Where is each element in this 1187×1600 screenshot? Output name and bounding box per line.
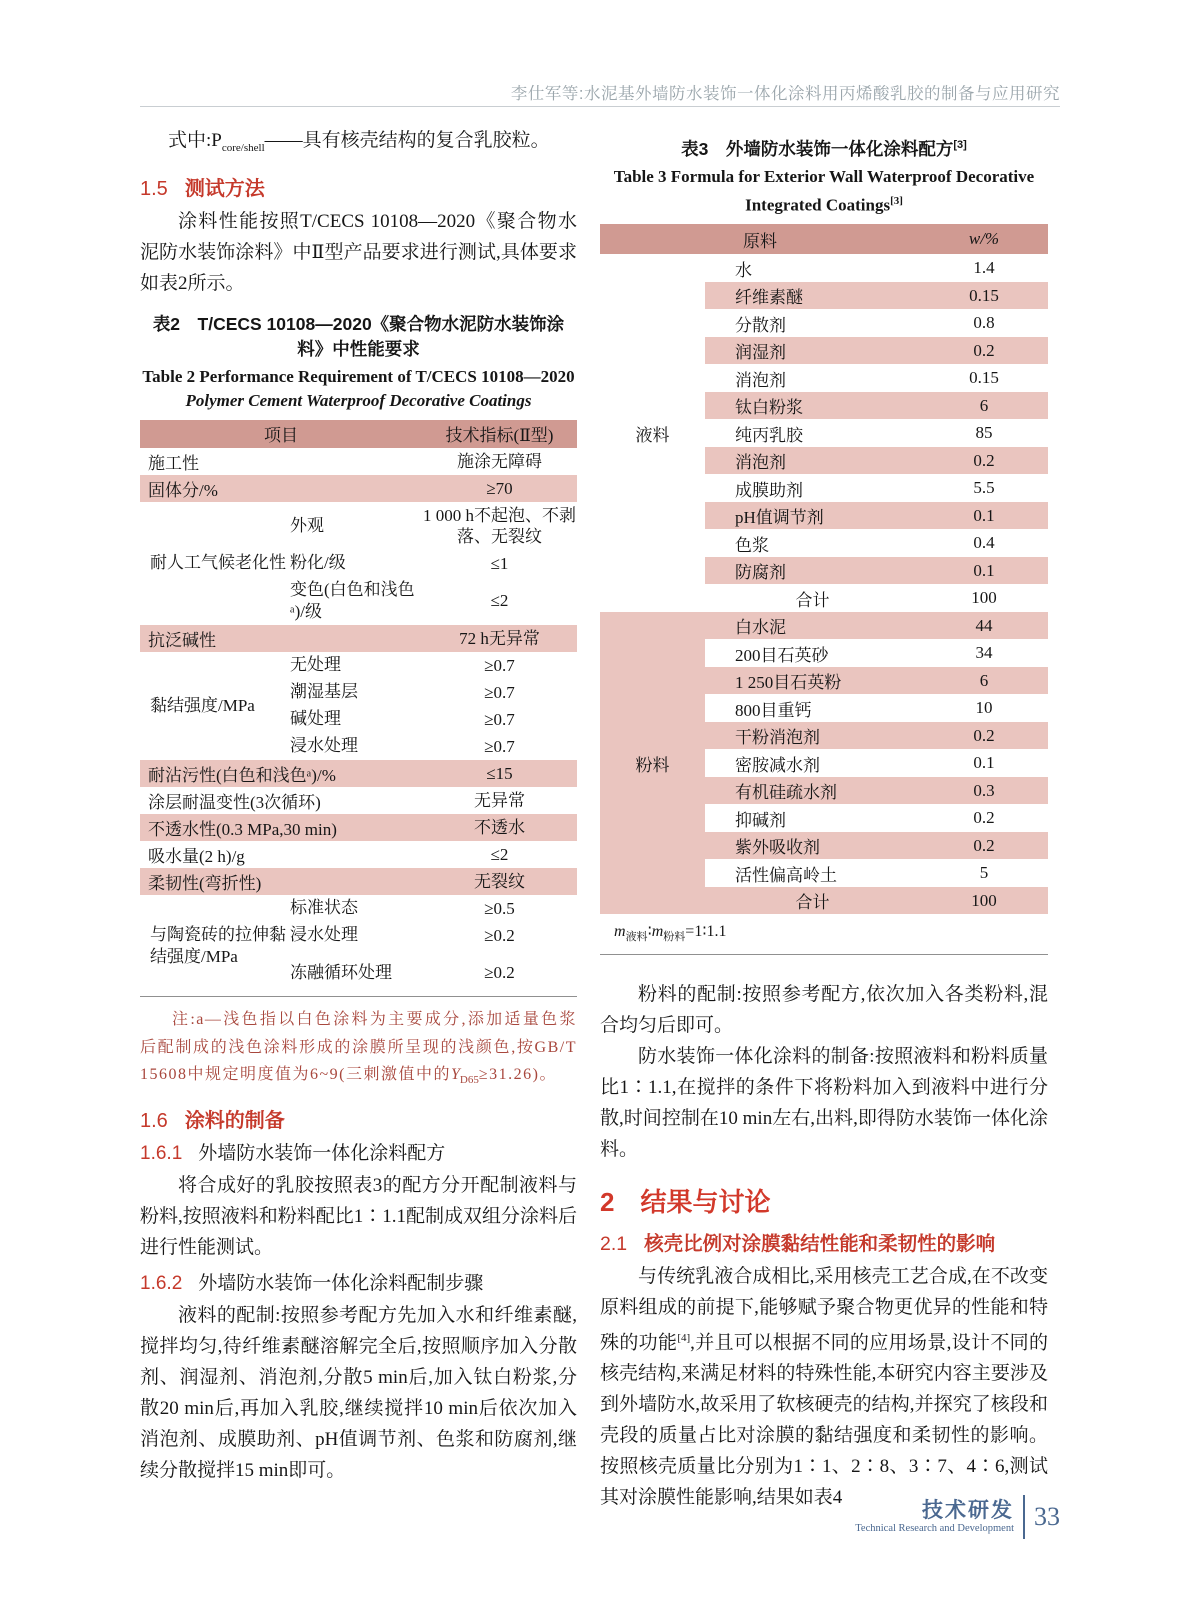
table3-name-cell: 成膜助剂 bbox=[735, 480, 803, 500]
section-title: 核壳比例对涂膜黏结性能和柔韧性的影响 bbox=[644, 1232, 996, 1255]
table3-value-cell: 0.1 bbox=[973, 505, 995, 525]
table2-row bbox=[140, 475, 577, 502]
table3-value-cell: 0.2 bbox=[973, 450, 995, 470]
table2-value-cell: ≤2 bbox=[490, 591, 509, 611]
section-number: 1.6.2 bbox=[140, 1272, 183, 1294]
formula-post: ——具有核壳结构的复合乳胶粒。 bbox=[264, 130, 550, 151]
header-rule bbox=[140, 106, 1060, 107]
table3-name-cell: 钛白粉浆 bbox=[735, 398, 803, 418]
table3-caption-en-line1: Table 3 Formula for Exterior Wall Waterproof Decorative bbox=[613, 166, 1035, 186]
table3-name-cell: 800目重钙 bbox=[735, 700, 812, 720]
table3-header-name: 原料 bbox=[743, 231, 777, 251]
footnote-m1: m bbox=[614, 923, 626, 941]
table2-value-cell: 72 h无异常 bbox=[459, 628, 540, 648]
table2-value-cell: ≤1 bbox=[490, 553, 509, 573]
table2-note bbox=[140, 1006, 577, 1095]
table3-value-cell: 0.8 bbox=[973, 313, 995, 333]
table2-row bbox=[140, 868, 577, 895]
paragraph-2-1-pre: 与传统乳液合成相比,采用核壳工艺合成,在不改变原料组成的前提下,能够赋予聚合物更优异的性能和特殊的功能 bbox=[600, 1265, 1048, 1353]
table2-item-cell: 涂层耐温变性(3次循环) bbox=[148, 792, 321, 812]
table3-name-cell: 白水泥 bbox=[735, 618, 786, 638]
table2 bbox=[140, 420, 577, 998]
table3-value-cell: 6 bbox=[979, 670, 989, 690]
table3-name-cell: 200目石英砂 bbox=[735, 645, 829, 665]
table3-value-cell: 100 bbox=[971, 890, 997, 910]
table2-caption-en-text: Table 2 Performance Requirement of T/CECS 10108—2020 bbox=[142, 366, 575, 386]
table2-subitem-cell: 潮湿基层 bbox=[290, 682, 358, 702]
citation-4: [4] bbox=[677, 1331, 691, 1344]
table3-name-cell: 有机硅疏水剂 bbox=[735, 783, 837, 803]
table3-value-cell: 0.3 bbox=[973, 780, 995, 800]
table3-name-cell: 消泡剂 bbox=[735, 453, 786, 473]
table2-value-cell: ≤15 bbox=[486, 763, 513, 783]
footnote-sub2: 粉料 bbox=[663, 931, 686, 944]
table3-caption-en bbox=[600, 165, 1048, 218]
table3-name-cell: 紫外吸收剂 bbox=[735, 838, 820, 858]
paragraph-1-6-1: 将合成好的乳胶按照表3的配方分开配制液料与粉料,按照液料和粉料配比1∶1.1配制成双组分涂料后进行性能测试。 bbox=[140, 1174, 578, 1258]
table3-footnote bbox=[600, 914, 1048, 954]
section-title: 测试方法 bbox=[184, 177, 265, 200]
table2-row bbox=[140, 760, 577, 787]
table3-caption-zh bbox=[600, 133, 1048, 162]
table3 bbox=[600, 224, 1048, 914]
section-title: 涂料的制备 bbox=[184, 1109, 285, 1132]
table2-item-cell: 不透水性(0.3 MPa,30 min) bbox=[148, 819, 337, 839]
table3-name-cell: 色浆 bbox=[735, 535, 769, 555]
table2-row bbox=[140, 787, 577, 814]
table3-name-cell: 干粉消泡剂 bbox=[735, 728, 820, 748]
left-column bbox=[140, 126, 577, 1486]
table2-row bbox=[140, 502, 577, 550]
table3-caption-en-ref: [3] bbox=[890, 194, 903, 207]
table2-header-value: 技术指标(Ⅱ型) bbox=[445, 426, 554, 446]
table2-caption-en-italic: Polymer Cement Waterproof Decorative Coatings bbox=[185, 390, 532, 410]
table3-value-cell: 0.2 bbox=[973, 835, 995, 855]
table3-name-cell: 活性偏高岭土 bbox=[735, 865, 837, 885]
section-1-6-heading bbox=[140, 1104, 577, 1133]
formula-subscript: core/shell bbox=[221, 141, 265, 154]
paragraph-1-5: 涂料性能按照T/CECS 10108—2020《聚合物水泥防水装饰涂料》中Ⅱ型产品要求进行测试,具体要求如表2所示。 bbox=[140, 210, 577, 294]
table3-value-cell: 0.15 bbox=[969, 368, 999, 388]
table3-name-cell: 1 250目石英粉 bbox=[735, 673, 842, 693]
table2-group-cell: 与陶瓷砖的拉伸黏结强度/MPa bbox=[150, 924, 286, 966]
table3-name-cell: 合计 bbox=[795, 590, 830, 610]
table3-name-cell: 消泡剂 bbox=[735, 370, 786, 390]
table3-name-cell: 分散剂 bbox=[735, 315, 786, 335]
table2-group-cell: 黏结强度/MPa bbox=[150, 695, 255, 715]
table2-row bbox=[140, 895, 577, 922]
table2-item-cell: 固体分/% bbox=[148, 480, 218, 500]
table2-subitem-cell: 无处理 bbox=[290, 655, 341, 675]
paragraph-1-6-2: 液料的配制:按照参考配方先加入水和纤维素醚,搅拌均匀,待纤维素醚溶解完全后,按照顺序加入分散剂、润湿剂、消泡剂,分散5 min后,加入钛白粉浆,分散20 min后,再加入乳胶,继续搅拌10 min后依次加入消泡剂、成膜助剂、pH值调节剂、色浆和防腐剂,继续分散搅拌15 min即可。 bbox=[140, 1304, 577, 1481]
table3-value-cell: 5 bbox=[979, 863, 989, 883]
table2-row bbox=[140, 448, 577, 475]
section-1-5-heading bbox=[140, 172, 577, 201]
footnote-rest: =1∶1.1 bbox=[685, 923, 727, 941]
table3-name-cell: 纯丙乳胶 bbox=[735, 425, 803, 445]
table2-item-cell: 柔韧性(弯折性) bbox=[148, 873, 262, 893]
section-number: 2.1 bbox=[600, 1232, 628, 1255]
footnote-mid: ∶ bbox=[647, 923, 652, 941]
table3-value-cell: 0.4 bbox=[973, 533, 995, 553]
table3-value-cell: 0.1 bbox=[973, 753, 995, 773]
table3-header-row bbox=[600, 224, 1048, 254]
table2-value-cell: ≥0.7 bbox=[484, 709, 515, 729]
note-pre: 注:a—浅色指以白色涂料为主要成分,添加适量色浆后配制成的浅色涂料形成的涂膜所呈现的浅颜色,按GB/T 15608中规定明度值为6~9(三刺激值中的 bbox=[140, 1011, 577, 1084]
table2-value-cell: 1 000 h不起泡、不剥落、无裂纹 bbox=[423, 505, 576, 546]
table3-value-cell: 0.2 bbox=[973, 725, 995, 745]
table3-caption-en-line2 bbox=[600, 189, 1048, 218]
table2-subitem-cell: 标准状态 bbox=[290, 898, 358, 918]
table3-value-cell: 0.2 bbox=[973, 340, 995, 360]
table2-row bbox=[140, 652, 577, 679]
table3-group-cell: 液料 bbox=[635, 425, 670, 445]
table2-item-cell: 抗泛碱性 bbox=[148, 630, 216, 650]
table2-value-cell: ≥70 bbox=[486, 478, 513, 498]
table3-name-cell: 水 bbox=[735, 260, 752, 280]
table3-value-cell: 85 bbox=[975, 423, 993, 443]
table2-row bbox=[140, 625, 577, 652]
footnote-m2: m bbox=[651, 923, 664, 941]
section-number: 2 bbox=[600, 1186, 615, 1217]
table2-header-row bbox=[140, 420, 577, 448]
table2-value-cell: ≥0.7 bbox=[484, 655, 515, 675]
footer-section-en: Technical Research and Development bbox=[855, 1522, 1014, 1534]
table3-name-cell: 防腐剂 bbox=[735, 563, 786, 583]
table2-value-cell: ≥0.2 bbox=[484, 963, 515, 983]
footer-divider bbox=[1023, 1495, 1025, 1539]
table2-value-cell: ≤2 bbox=[490, 844, 509, 864]
table3-caption-ref: [3] bbox=[953, 139, 967, 151]
formula-pre: 式中:P bbox=[168, 130, 222, 151]
table3-value-cell: 100 bbox=[971, 588, 997, 608]
footer-text bbox=[855, 1499, 1014, 1536]
table3-row bbox=[600, 254, 1048, 282]
table3-value-cell: 1.4 bbox=[973, 258, 995, 278]
table2-value-cell: 无异常 bbox=[474, 790, 525, 810]
table3-value-cell: 10 bbox=[975, 698, 993, 718]
table3-value-cell: 0.2 bbox=[973, 808, 995, 828]
table2-item-cell: 吸水量(2 h)/g bbox=[148, 846, 245, 866]
table3-name-cell: 密胺减水剂 bbox=[735, 755, 820, 775]
footer bbox=[855, 1495, 1060, 1539]
table3-value-cell: 34 bbox=[975, 643, 993, 663]
note-subscript: D65 bbox=[459, 1074, 479, 1087]
table2-subitem-cell: 浸水处理 bbox=[290, 925, 358, 945]
note-post: ≥31.26)。 bbox=[478, 1066, 557, 1084]
table3-header-value: w/% bbox=[968, 229, 1000, 249]
table2-subitem-cell: 碱处理 bbox=[290, 709, 341, 729]
table3-row bbox=[600, 612, 1048, 640]
section-title: 结果与讨论 bbox=[640, 1186, 771, 1217]
table2-subitem-cell: 外观 bbox=[290, 515, 324, 535]
footnote-sub1: 液料 bbox=[625, 931, 648, 944]
table2-subitem-cell: 冻融循环处理 bbox=[290, 962, 392, 982]
section-title: 外墙防水装饰一体化涂料配方 bbox=[198, 1142, 446, 1164]
table3-value-cell: 0.1 bbox=[973, 560, 995, 580]
table2-value-cell: ≥0.7 bbox=[484, 682, 515, 702]
section-2-heading bbox=[600, 1182, 1048, 1219]
table2-subitem-cell: 粉化/级 bbox=[290, 553, 346, 573]
table2-value-cell: ≥0.7 bbox=[484, 736, 515, 756]
table2-subitem-cell: 变色(白色和浅色ᵃ)/级 bbox=[290, 579, 415, 621]
running-head: 李仕军等:水泥基外墙防水装饰一体化涂料用丙烯酸乳胶的制备与应用研究 bbox=[510, 85, 1060, 103]
table2-item-cell: 耐沾污性(白色和浅色ᵃ)/% bbox=[148, 765, 336, 785]
footer-section-zh: 技术研发 bbox=[922, 1498, 1014, 1522]
paragraph-powder: 粉料的配制:按照参考配方,依次加入各类粉料,混合均匀后即可。 bbox=[600, 983, 1048, 1036]
right-column bbox=[600, 120, 1048, 1513]
section-number: 1.6 bbox=[140, 1109, 168, 1132]
table2-header-item: 项目 bbox=[264, 426, 298, 446]
section-number: 1.6.1 bbox=[140, 1142, 183, 1164]
table2-row bbox=[140, 841, 577, 868]
formula-line bbox=[140, 126, 577, 163]
paragraph-preparation: 防水装饰一体化涂料的制备:按照液料和粉料质量比1∶1.1,在搅拌的条件下将粉料加入到液料中进行分散,时间控制在10 min左右,出料,即得防水装饰一体化涂料。 bbox=[600, 1045, 1048, 1160]
table3-name-cell: 合计 bbox=[795, 893, 830, 913]
note-variable: Y bbox=[451, 1066, 460, 1084]
table2-item-cell: 施工性 bbox=[148, 453, 199, 473]
table2-value-cell: 施涂无障碍 bbox=[457, 451, 542, 471]
table2-caption-zh: 表2 T/CECS 10108—2020《聚合物水泥防水装饰涂料》中性能要求 bbox=[152, 313, 565, 359]
paragraph-2-1 bbox=[600, 1261, 1048, 1513]
table3-name-cell: 润湿剂 bbox=[735, 343, 786, 363]
section-title: 外墙防水装饰一体化涂料配制步骤 bbox=[198, 1272, 484, 1294]
section-2-1-heading bbox=[600, 1228, 1048, 1256]
table3-name-cell: pH值调节剂 bbox=[735, 508, 824, 528]
table3-value-cell: 44 bbox=[975, 615, 993, 635]
paragraph-2-1-post: ,并且可以根据不同的应用场景,设计不同的核壳结构,来满足材料的特殊性能,本研究内容主要涉及到外墙防水,故采用了软核硬壳的结构,并探究了核段和壳段的质量占比对涂膜的黏结强度和柔韧性的影响。按照核壳质量比分别为1∶1、2∶8、3∶7、4∶6,测试其对涂膜性能影响,结果如表4 bbox=[600, 1332, 1048, 1508]
table3-name-cell: 抑碱剂 bbox=[735, 810, 786, 830]
table2-value-cell: ≥0.5 bbox=[484, 898, 515, 918]
section-1-6-2-heading bbox=[140, 1268, 577, 1295]
table2-value-cell: ≥0.2 bbox=[484, 925, 515, 945]
table2-row bbox=[140, 814, 577, 841]
section-number: 1.5 bbox=[140, 177, 168, 200]
table2-value-cell: 不透水 bbox=[474, 817, 525, 837]
table2-group-cell: 耐人工气候老化性 bbox=[150, 553, 286, 573]
table2-value-cell: 无裂纹 bbox=[474, 871, 525, 891]
table2-subitem-cell: 浸水处理 bbox=[290, 736, 358, 756]
table3-value-cell: 0.15 bbox=[969, 285, 999, 305]
table3-value-cell: 6 bbox=[979, 395, 989, 415]
table3-caption-en-line2-text: Integrated Coatings bbox=[745, 195, 891, 215]
table3-name-cell: 纤维素醚 bbox=[735, 288, 803, 308]
table2-caption-en bbox=[140, 365, 577, 413]
table3-value-cell: 5.5 bbox=[973, 478, 995, 498]
table3-caption-zh-text: 表3 外墙防水装饰一体化涂料配方 bbox=[681, 138, 954, 159]
table3-group-cell: 粉料 bbox=[600, 612, 705, 915]
page-number: 33 bbox=[1034, 1502, 1060, 1531]
section-1-6-1-heading bbox=[140, 1138, 577, 1165]
